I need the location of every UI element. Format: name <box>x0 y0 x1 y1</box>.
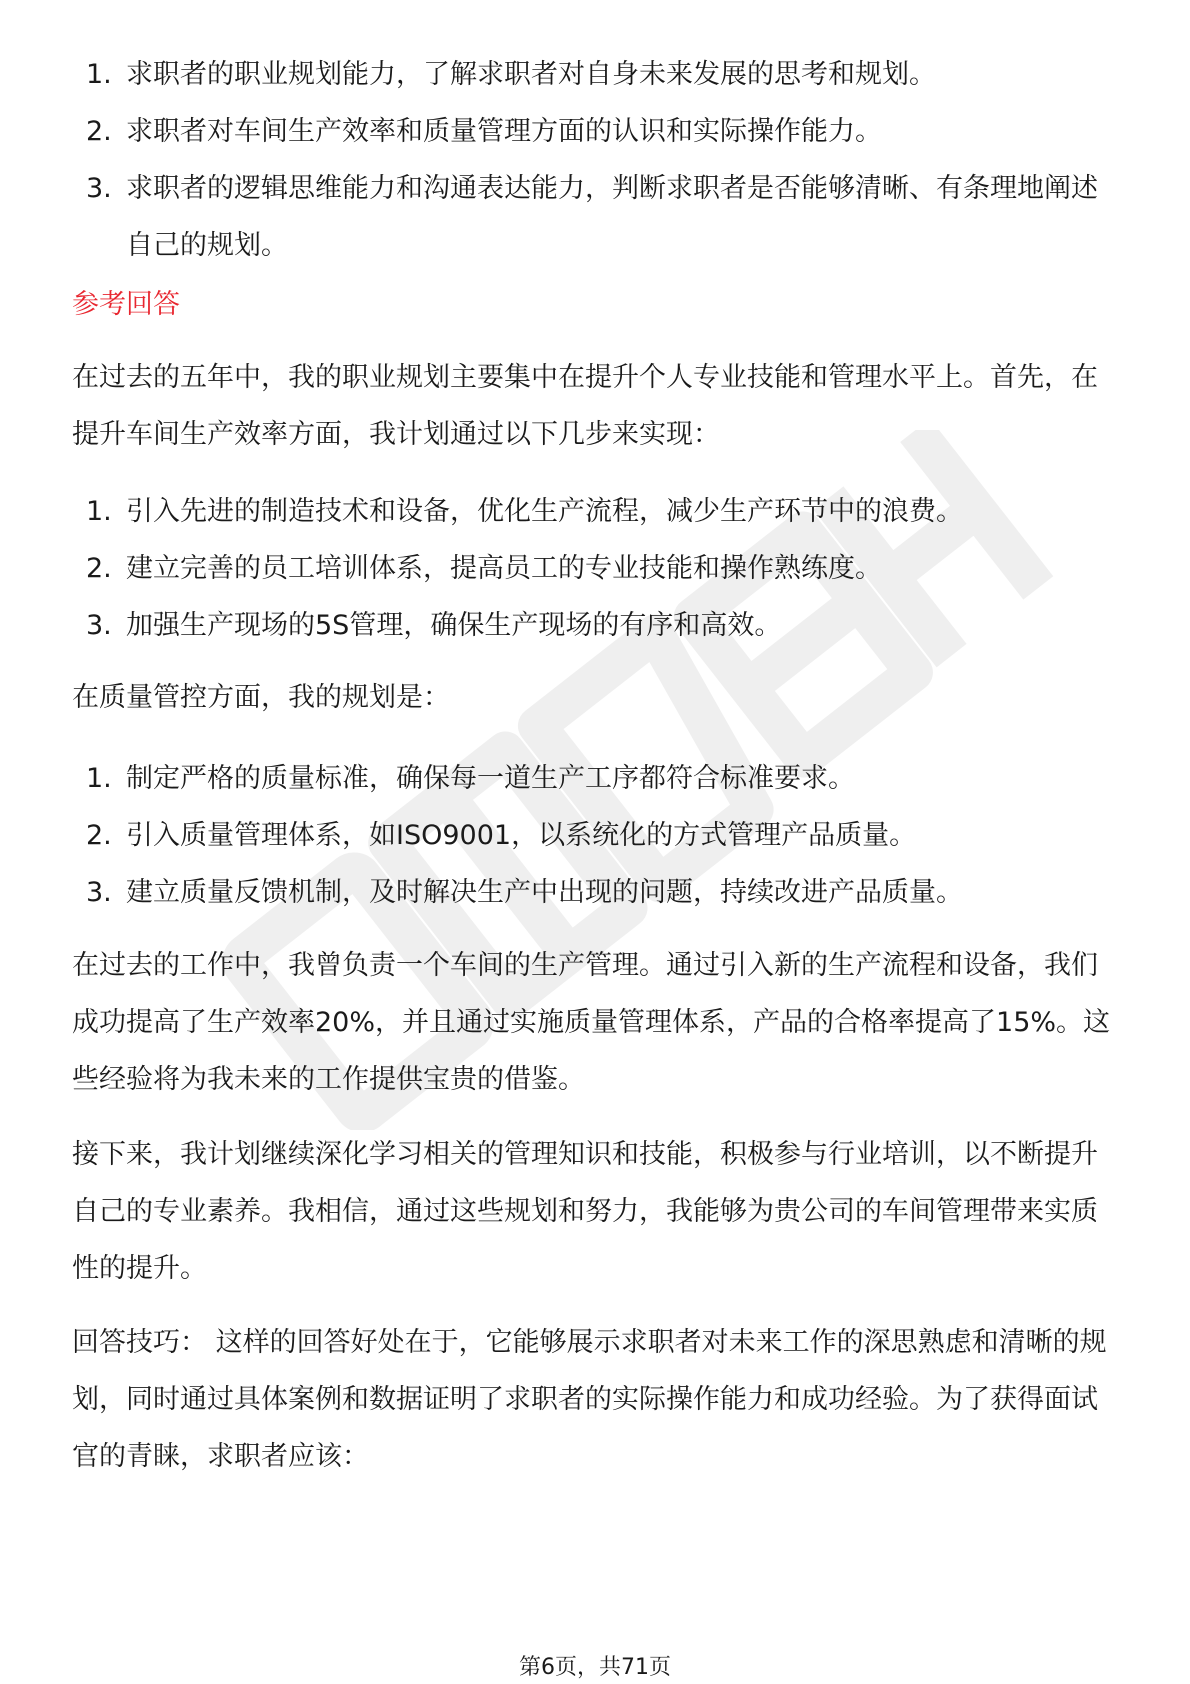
section-title: 参考回答 <box>72 289 180 320</box>
quality-list <box>72 750 1122 921</box>
efficiency-list <box>72 483 1122 654</box>
paragraph-next-steps: 接下来，我计划继续深化学习相关的管理知识和技能，积极参与行业培训，以不断提升自己的专业素养。我相信，通过这些规划和努力，我能够为贵公司的车间管理带来实质性的提升。 <box>72 1139 1098 1284</box>
paragraph-career-plan: 在过去的五年中，我的职业规划主要集中在提升个人专业技能和管理水平上。首先，在提升车间生产效率方面，我计划通过以下几步来实现： <box>72 362 1098 450</box>
list-item: 1. 引入先进的制造技术和设备，优化生产流程，减少生产环节中的浪费。 <box>86 496 963 527</box>
list-item: 2. 建立完善的员工培训体系，提高员工的专业技能和操作熟练度。 <box>86 553 882 584</box>
paragraph-past-experience: 在过去的工作中，我曾负责一个车间的生产管理。通过引入新的生产流程和设备，我们成功提高了生产效率20%，并且通过实施质量管理体系，产品的合格率提高了15%。这些经验将为我未来的工作提供宝贵的借鉴。 <box>72 950 1111 1095</box>
intro-list <box>72 46 1122 274</box>
page-number: 第6页，共71页 <box>519 1655 671 1680</box>
paragraph-quality-intro: 在质量管控方面，我的规划是： <box>72 682 450 713</box>
list-item: 2. 求职者对车间生产效率和质量管理方面的认识和实际操作能力。 <box>86 116 882 147</box>
paragraph-answer-tips: 回答技巧： 这样的回答好处在于，它能够展示求职者对未来工作的深思熟虑和清晰的规划，同时通过具体案例和数据证明了求职者的实际操作能力和成功经验。为了获得面试官的青睐，求职者应该： <box>72 1327 1107 1472</box>
list-item: 2. 引入质量管理体系，如ISO9001，以系统化的方式管理产品质量。 <box>86 820 917 851</box>
list-item: 3. 求职者的逻辑思维能力和沟通表达能力，判断求职者是否能够清晰、有条理地阐述自己的规划。 <box>86 173 1098 261</box>
list-item: 3. 建立质量反馈机制，及时解决生产中出现的问题，持续改进产品质量。 <box>86 877 963 908</box>
list-item: 3. 加强生产现场的5S管理，确保生产现场的有序和高效。 <box>86 610 782 641</box>
list-item: 1. 制定严格的质量标准，确保每一道生产工序都符合标准要求。 <box>86 763 855 794</box>
list-item: 1. 求职者的职业规划能力，了解求职者对自身未来发展的思考和规划。 <box>86 59 936 90</box>
